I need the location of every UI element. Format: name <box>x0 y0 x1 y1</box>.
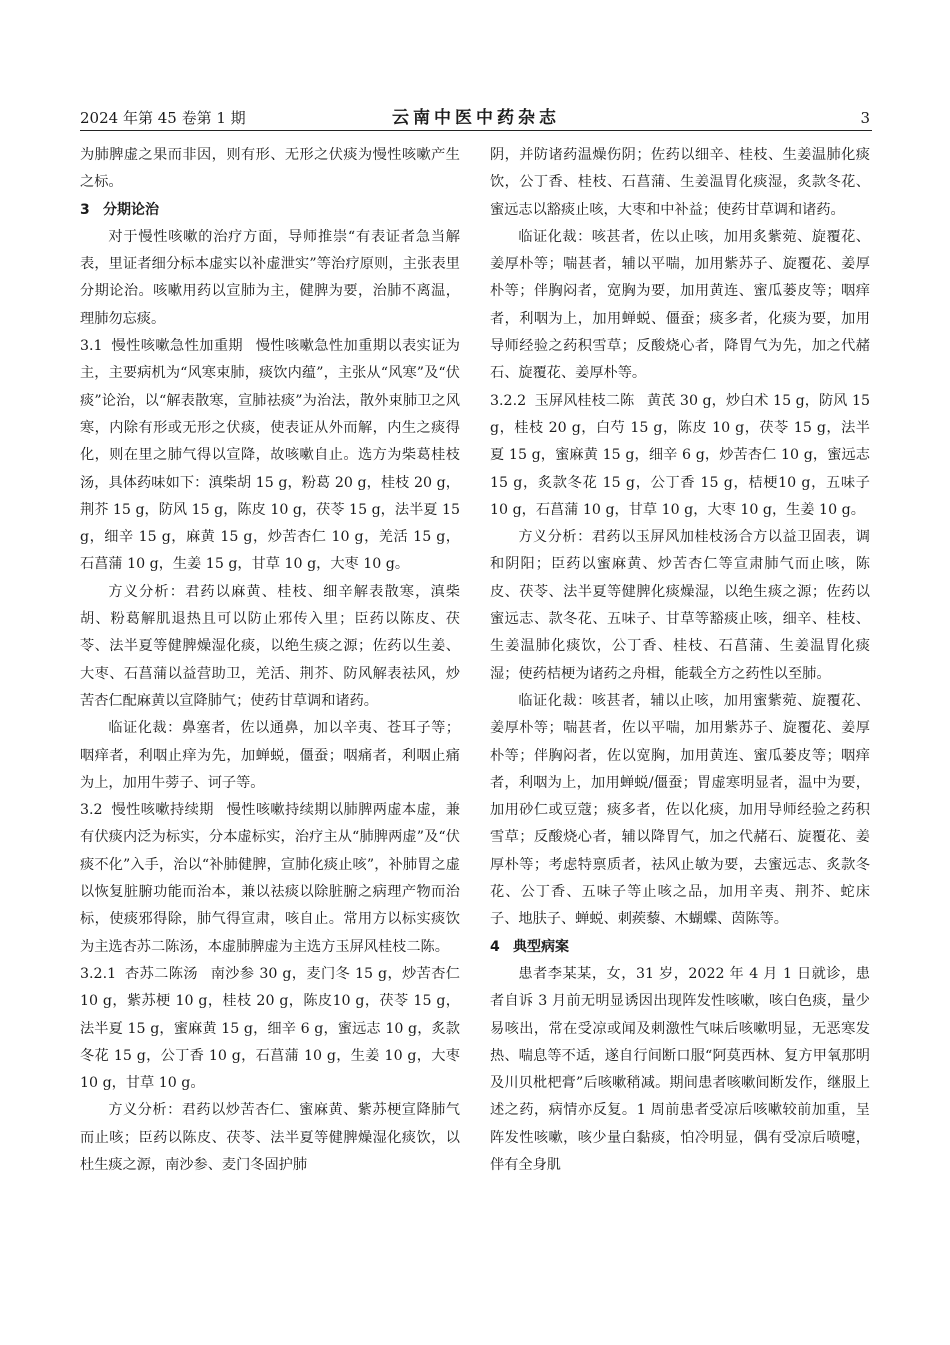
section-heading <box>490 934 870 961</box>
left-column <box>80 142 460 1179</box>
subsection-paragraph <box>490 388 870 524</box>
subsection-paragraph <box>80 333 460 579</box>
subsection-title: 玉屏风桂枝二陈 <box>534 392 635 409</box>
section-number: 3 <box>80 201 90 218</box>
section-title: 典型病案 <box>513 938 570 955</box>
paragraph: 临证化裁：鼻塞者，佐以通鼻，加以辛夷、苍耳子等；咽痒者，利咽止痒为先，加蝉蜕，僵蚕；咽痛者，利咽止痛为上，加用牛蒡子、诃子等。 <box>80 720 460 791</box>
paragraph: 对于慢性咳嗽的治疗方面，导师推崇“有表证者急当解表，里证者细分标本虚实以补虚泄实”等治疗原则，主张表里分期论治。咳嗽用药以宣肺为主，健脾为要，治肺不离温，理肺勿忘痰。 <box>80 228 460 327</box>
subsection-text: 慢性咳嗽持续期以肺脾两虚本虚，兼有伏痰内泛为标实，分本虚标实，治疗主从“肺脾两虚”及“伏痰不化”入手，治以“补肺健脾，宣肺化痰止咳”，补肺胃之虚以恢复脏腑功能而治本，兼以祛痰以除脏腑之病理产物而治标，使痰邪得除，肺气得宣肃，咳自止。常用方以标实痰饮为主选杏苏二陈汤，本虚肺脾虚为主选方玉屏风桂枝二陈。 <box>80 802 460 955</box>
section-heading <box>80 197 460 224</box>
subsection-number: 3.2.1 <box>80 965 117 982</box>
paragraph: 为肺脾虚之果而非因，则有形、无形之伏痰为慢性咳嗽产生之标。 <box>80 147 460 191</box>
subsection-title: 慢性咳嗽急性加重期 <box>111 338 244 355</box>
section-title: 分期论治 <box>103 201 160 218</box>
subsection-number: 3.2 <box>80 802 103 819</box>
subsection-paragraph <box>80 797 460 961</box>
subsection-paragraph <box>80 961 460 1097</box>
header-rule <box>80 130 872 131</box>
subsection-text: 黄芪 30 g，炒白术 15 g，防风 15 g，桂枝 20 g，白芍 15 g，陈皮 10 g，茯苓 15 g，法半夏 15 g，蜜麻黄 15 g，细辛 6 g，炒苦杏仁 10 g，蜜远志 15 g，炙款冬花 15 g，公丁香 15 g，桔梗10 g，五味子 10 g，石菖蒲 10 g，甘草 10 g，大枣 10 g，生姜 10 g。 <box>490 392 870 518</box>
subsection-title: 杏苏二陈汤 <box>124 965 198 982</box>
paragraph: 方义分析：君药以麻黄、桂枝、细辛解表散寒，滇柴胡、粉葛解肌退热且可以防止邪传入里；臣药以陈皮、茯苓、法半夏等健脾燥湿化痰，以绝生痰之源；佐药以生姜、大枣、石菖蒲以益营助卫，羌活、荆芥、防风解表祛风，炒苦杏仁配麻黄以宣降肺气；使药甘草调和诸药。 <box>80 583 460 709</box>
journal-title: 云南中医中药杂志 <box>392 108 560 128</box>
subsection-text: 慢性咳嗽急性加重期以表实证为主，主要病机为“风寒束肺，痰饮内蕴”，主张从“风寒”及“伏痰”论治，以“解表散寒，宣肺祛痰”为治法，散外束肺卫之风寒，内除有形或无形之伏痰，使表证从外而解，内生之痰得化，则在里之肺气得以宣降，故咳嗽自止。选方为柴葛桂枝汤，具体药味如下：滇柴胡 15 g，粉葛 20 g，桂枝 20 g，荆芥 15 g，防风 15 g，陈皮 10 g，茯苓 15 g，法半夏 15 g，细辛 15 g，麻黄 15 g，炒苦杏仁 10 g，羌活 15 g，石菖蒲 10 g，生姜 15 g，甘草 10 g，大枣 10 g。 <box>80 338 460 573</box>
paragraph: 方义分析：君药以炒苦杏仁、蜜麻黄、紫苏梗宣降肺气而止咳；臣药以陈皮、茯苓、法半夏等健脾燥湿化痰饮，以杜生痰之源，南沙参、麦门冬固护肺 <box>80 1102 460 1173</box>
subsection-title: 慢性咳嗽持续期 <box>111 802 214 819</box>
right-column <box>490 142 870 1179</box>
subsection-number: 3.1 <box>80 338 103 355</box>
subsection-number: 3.2.2 <box>490 392 527 409</box>
section-number: 4 <box>490 938 500 955</box>
paragraph: 阴，并防诸药温燥伤阴；佐药以细辛、桂枝、生姜温肺化痰饮，公丁香、桂枝、石菖蒲、生姜温胃化痰湿，炙款冬花、蜜远志以豁痰止咳，大枣和中补益；使药甘草调和诸药。 <box>490 147 870 218</box>
paragraph: 临证化裁：咳甚者，佐以止咳，加用炙紫菀、旋覆花、姜厚朴等；喘甚者，辅以平喘，加用紫苏子、旋覆花、姜厚朴等；伴胸闷者，宽胸为要，加用黄连、蜜瓜蒌皮等；咽痒者，利咽为上，加用蝉蜕、僵蚕；痰多者，化痰为要，加用导师经验之药积雪草；反酸烧心者，降胃气为先，加之代赭石、旋覆花、姜厚朴等。 <box>490 228 870 382</box>
page-number: 3 <box>860 109 870 127</box>
subsection-text: 南沙参 30 g，麦门冬 15 g，炒苦杏仁 10 g，紫苏梗 10 g，桂枝 20 g，陈皮10 g，茯苓 15 g，法半夏 15 g，蜜麻黄 15 g，细辛 6 g，蜜远志 10 g，炙款冬花 15 g，公丁香 10 g，石菖蒲 10 g，生姜 10 g，大枣 10 g，甘草 10 g。 <box>80 965 460 1092</box>
issue-info: 2024 年第 45 卷第 1 期 <box>80 109 246 127</box>
paragraph: 临证化裁：咳甚者，辅以止咳，加用蜜紫菀、旋覆花、姜厚朴等；喘甚者，佐以平喘，加用紫苏子、旋覆花、姜厚朴等；伴胸闷者，佐以宽胸，加用黄连、蜜瓜蒌皮等；咽痒者，利咽为上，加用蝉蜕/僵蚕；胃虚寒明显者，温中为要，加用砂仁或豆蔻；痰多者，佐以化痰，加用导师经验之药积雪草；反酸烧心者，辅以降胃气，加之代赭石、旋覆花、姜厚朴等；考虑特禀质者，祛风止敏为要，去蜜远志、炙款冬花、公丁香、五味子等止咳之品，加用辛夷、荆芥、蛇床子、地肤子、蝉蜕、刺蒺藜、木蝴蝶、茵陈等。 <box>490 692 870 928</box>
paragraph: 方义分析：君药以玉屏风加桂枝汤合方以益卫固表，调和阴阳；臣药以蜜麻黄、炒苦杏仁等宣肃肺气而止咳，陈皮、茯苓、法半夏等健脾化痰燥湿，以绝生痰之源；佐药以蜜远志、款冬花、五味子、甘草等豁痰止咳，细辛、桂枝、生姜温肺化痰饮，公丁香、桂枝、石菖蒲、生姜温胃化痰湿；使药桔梗为诸药之舟楫，能载全方之药性以至肺。 <box>490 529 870 682</box>
page-header <box>80 108 872 130</box>
paragraph: 患者李某某，女，31 岁，2022 年 4 月 1 日就诊，患者自诉 3 月前无明显诱因出现阵发性咳嗽，咳白色痰，量少易咳出，常在受凉或闻及刺激性气味后咳嗽明显，无恶寒发热、喘息等不适，遂自行间断口服“阿莫西林、复方甲氧那明及川贝枇杷膏”后咳嗽稍减。期间患者咳嗽间断发作，继服上述之药，病情亦反复。1 周前患者受凉后咳嗽较前加重，呈阵发性咳嗽，咳少量白黏痰，怕冷明显，偶有受凉后喷嚏，伴有全身肌 <box>490 965 870 1173</box>
